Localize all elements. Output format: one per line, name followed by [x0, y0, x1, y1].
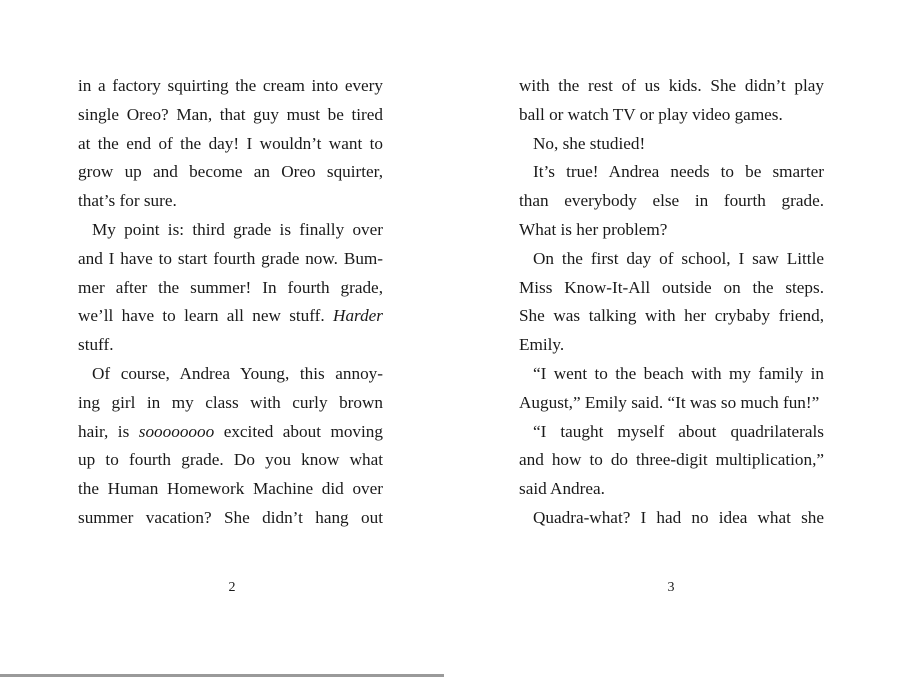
text-line	[78, 245, 383, 274]
text-line	[519, 274, 824, 303]
text-run: and how to do three-digit multiplication,”	[519, 450, 824, 470]
text-run: single Oreo? Man, that guy must be tired	[78, 104, 383, 124]
text-run: ing girl in my class with curly brown	[78, 392, 383, 412]
text-run: grow up and become an Oreo squirter,	[78, 162, 383, 182]
page-number-right: 3	[667, 580, 675, 595]
text-run: we’ll have to learn all new stuff.	[78, 306, 334, 326]
text-run: No, she studied!	[533, 133, 646, 153]
text-line	[78, 504, 383, 533]
text-line	[78, 72, 383, 101]
text-run: in a factory squirting the cream into every	[78, 76, 383, 95]
italic-text: soooooooo	[138, 421, 215, 441]
text-line	[78, 158, 383, 187]
text-run: summer vacation? She didn’t hang out	[78, 507, 383, 527]
text-line	[78, 302, 383, 331]
text-line	[519, 331, 824, 360]
text-run: August,” Emily said. “It was so much fun!”	[519, 392, 820, 412]
text-line	[78, 360, 383, 389]
text-line	[519, 72, 824, 101]
text-run: Of course, Andrea Young, this annoy-	[92, 363, 383, 383]
text-run: said Andrea.	[519, 479, 605, 499]
text-line	[78, 331, 383, 360]
page-number-left: 2	[228, 580, 236, 595]
text-line	[519, 475, 824, 504]
text-run: up to fourth grade. Do you know what	[78, 450, 383, 470]
text-run: Miss Know-It-All outside on the steps.	[519, 277, 824, 297]
text-line	[78, 274, 383, 303]
text-line	[78, 130, 383, 159]
text-line	[78, 446, 383, 475]
text-run: at the end of the day! I wouldn’t want to	[78, 133, 383, 153]
right-page-text	[519, 72, 824, 533]
text-line	[78, 475, 383, 504]
text-run: hair, is	[78, 421, 139, 441]
text-run: the Human Homework Machine did over	[78, 479, 383, 499]
text-run: Quadra-what? I had no idea what she	[533, 507, 824, 527]
text-run: My point is: third grade is finally over	[92, 219, 383, 239]
text-line	[78, 101, 383, 130]
text-run: “I taught myself about quadrilaterals	[533, 421, 824, 441]
text-run: excited about moving	[214, 421, 383, 441]
text-run: Emily.	[519, 335, 565, 355]
text-run: What is her problem?	[519, 219, 668, 239]
text-line	[519, 389, 824, 418]
text-run: ball or watch TV or play video games.	[519, 104, 783, 124]
text-line	[519, 504, 824, 533]
italic-text: Harder	[333, 306, 383, 326]
text-line	[78, 389, 383, 418]
text-run: and I have to start fourth grade now. Bum-	[78, 248, 383, 268]
text-line	[519, 101, 824, 130]
text-line	[78, 187, 383, 216]
text-run: than everybody else in fourth grade.	[519, 191, 824, 211]
text-line	[78, 418, 383, 447]
left-page-text	[78, 72, 383, 533]
text-line	[519, 446, 824, 475]
text-run: that’s for sure.	[78, 191, 177, 211]
text-line	[519, 216, 824, 245]
text-run: She was talking with her crybaby friend,	[519, 306, 824, 326]
text-line	[519, 418, 824, 447]
text-run: with the rest of us kids. She didn’t play	[519, 76, 824, 95]
text-line	[519, 158, 824, 187]
text-run: stuff.	[78, 335, 114, 355]
text-line	[519, 130, 824, 159]
text-line	[519, 302, 824, 331]
text-run: mer after the summer! In fourth grade,	[78, 277, 383, 297]
text-line	[78, 216, 383, 245]
text-run: “I went to the beach with my family in	[533, 363, 824, 383]
text-run: On the first day of school, I saw Little	[533, 248, 824, 268]
text-line	[519, 187, 824, 216]
text-line	[519, 245, 824, 274]
text-run: It’s true! Andrea needs to be smarter	[533, 162, 824, 182]
text-line	[519, 360, 824, 389]
